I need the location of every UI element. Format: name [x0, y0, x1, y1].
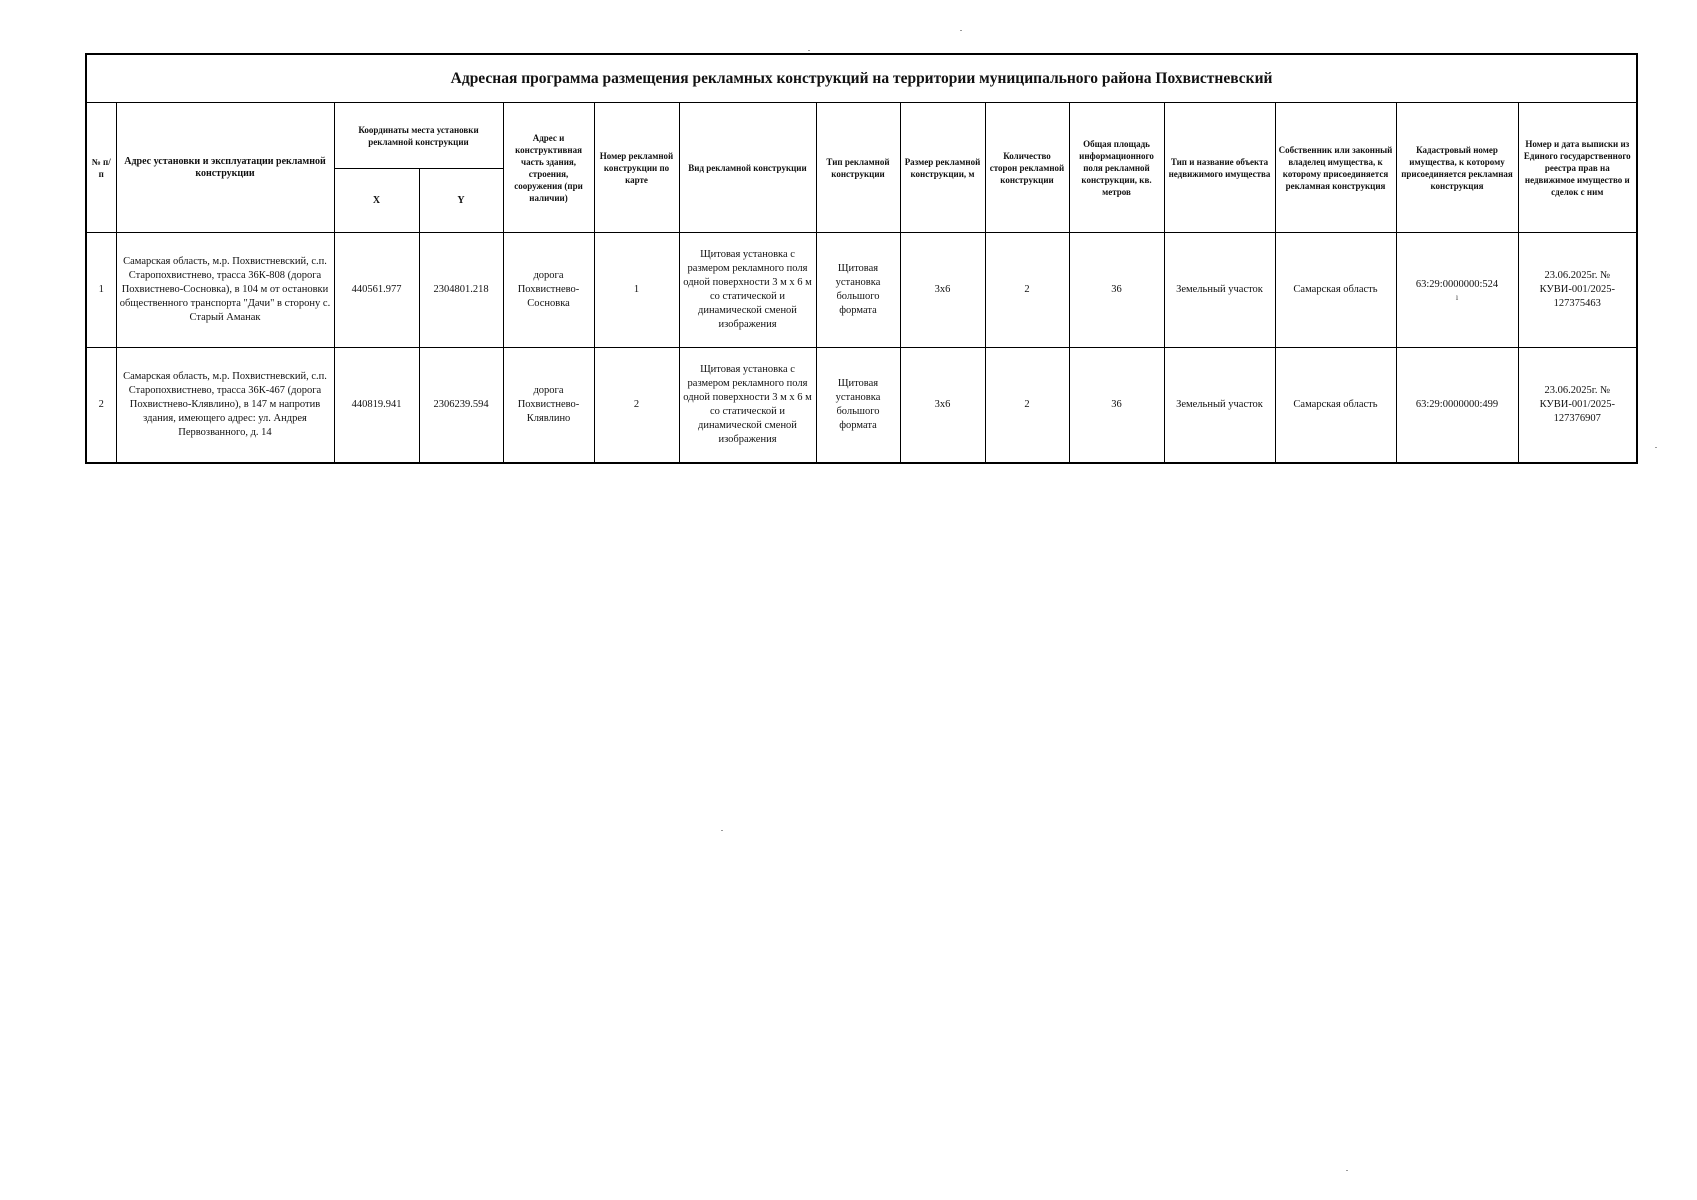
cell-size: 3х6: [900, 233, 985, 348]
cell-sides: 2: [985, 348, 1069, 464]
cell-sides: 2: [985, 233, 1069, 348]
cell-kind: Щитовая установка с размером рекламного поля одной поверхности 3 м х 6 м со статической и динамической сменой изображения: [679, 348, 816, 464]
cell-type: Щитовая установка большого формата: [816, 348, 900, 464]
header-row: [86, 103, 1637, 169]
cell-area: 36: [1069, 233, 1164, 348]
table-row: [86, 348, 1637, 464]
cell-area: 36: [1069, 348, 1164, 464]
header-type: Тип рекламной конструкции: [816, 103, 900, 233]
cell-building-part: дорога Похвистнево-Сосновка: [503, 233, 594, 348]
cell-size: 3х6: [900, 348, 985, 464]
document-sheet: [85, 53, 1636, 464]
cell-owner: Самарская область: [1275, 348, 1396, 464]
cell-num: 2: [86, 348, 116, 464]
cell-building-part: дорога Похвистнево-Клявлино: [503, 348, 594, 464]
cell-registry: 23.06.2025г. № КУВИ-001/2025-127375463: [1518, 233, 1637, 348]
cell-x: 440561.977: [334, 233, 419, 348]
cell-kind: Щитовая установка с размером рекламного поля одной поверхности 3 м х 6 м со статической и динамической сменой изображения: [679, 233, 816, 348]
cell-x: 440819.941: [334, 348, 419, 464]
document-title: Адресная программа размещения рекламных конструкций на территории муниципального района Похвистневский: [86, 54, 1637, 103]
cell-map-number: 2: [594, 348, 679, 464]
cadastral-number: 63:29:0000000:524: [1415, 279, 1499, 290]
header-owner: Собственник или законный владелец имущества, к которому присоединяется рекламная конструкция: [1275, 103, 1396, 233]
header-property-type: Тип и название объекта недвижимого имущества: [1164, 103, 1275, 233]
header-y: Y: [419, 169, 503, 233]
header-coords: Координаты места установки рекламной конструкции: [334, 103, 503, 169]
title-row: [86, 54, 1637, 103]
header-building-part: Адрес и конструктивная часть здания, строения, сооружения (при наличии): [503, 103, 594, 233]
cell-address: Самарская область, м.р. Похвистневский, с.п. Старопохвистнево, трасса 36К-467 (дорога Похвистнево-Клявлино), в 147 м напротив здания, имеющего адрес: ул. Андрея Первозванного, д. 14: [116, 348, 334, 464]
scan-speck: [1346, 1170, 1348, 1171]
scan-speck: [808, 50, 810, 51]
cell-owner: Самарская область: [1275, 233, 1396, 348]
cell-num: 1: [86, 233, 116, 348]
cell-y: 2306239.594: [419, 348, 503, 464]
header-x: X: [334, 169, 419, 233]
scan-speck: [960, 30, 962, 31]
header-cadastral: Кадастровый номер имущества, к которому присоединяется рекламная конструкция: [1396, 103, 1518, 233]
header-map-number: Номер рекламной конструкции по карте: [594, 103, 679, 233]
cell-address: Самарская область, м.р. Похвистневский, с.п. Старопохвистнево, трасса 36К-808 (дорога Похвистнево-Сосновка), в 104 м от остановки общественного транспорта "Дачи" в сторону с. Старый Аманак: [116, 233, 334, 348]
advertising-program-table: [85, 53, 1638, 464]
cadastral-number: 63:29:0000000:499: [1415, 399, 1499, 410]
scan-speck: [1655, 447, 1657, 448]
cell-registry: 23.06.2025г. № КУВИ-001/2025-127376907: [1518, 348, 1637, 464]
cadastral-mark: ı: [1455, 292, 1459, 302]
header-area: Общая площадь информационного поля рекламной конструкции, кв. метров: [1069, 103, 1164, 233]
cell-property-type: Земельный участок: [1164, 348, 1275, 464]
header-address: Адрес установки и эксплуатации рекламной конструкции: [116, 103, 334, 233]
cell-cadastral: [1396, 233, 1518, 348]
header-size: Размер рекламной конструкции, м: [900, 103, 985, 233]
cell-y: 2304801.218: [419, 233, 503, 348]
header-registry: Номер и дата выписки из Единого государственного реестра прав на недвижимое имущество и сделок с ним: [1518, 103, 1637, 233]
scan-speck: [721, 830, 723, 831]
cell-map-number: 1: [594, 233, 679, 348]
table-row: [86, 233, 1637, 348]
cell-type: Щитовая установка большого формата: [816, 233, 900, 348]
header-kind: Вид рекламной конструкции: [679, 103, 816, 233]
cell-property-type: Земельный участок: [1164, 233, 1275, 348]
cell-cadastral: [1396, 348, 1518, 464]
header-sides: Количество сторон рекламной конструкции: [985, 103, 1069, 233]
header-num: № п/п: [86, 103, 116, 233]
